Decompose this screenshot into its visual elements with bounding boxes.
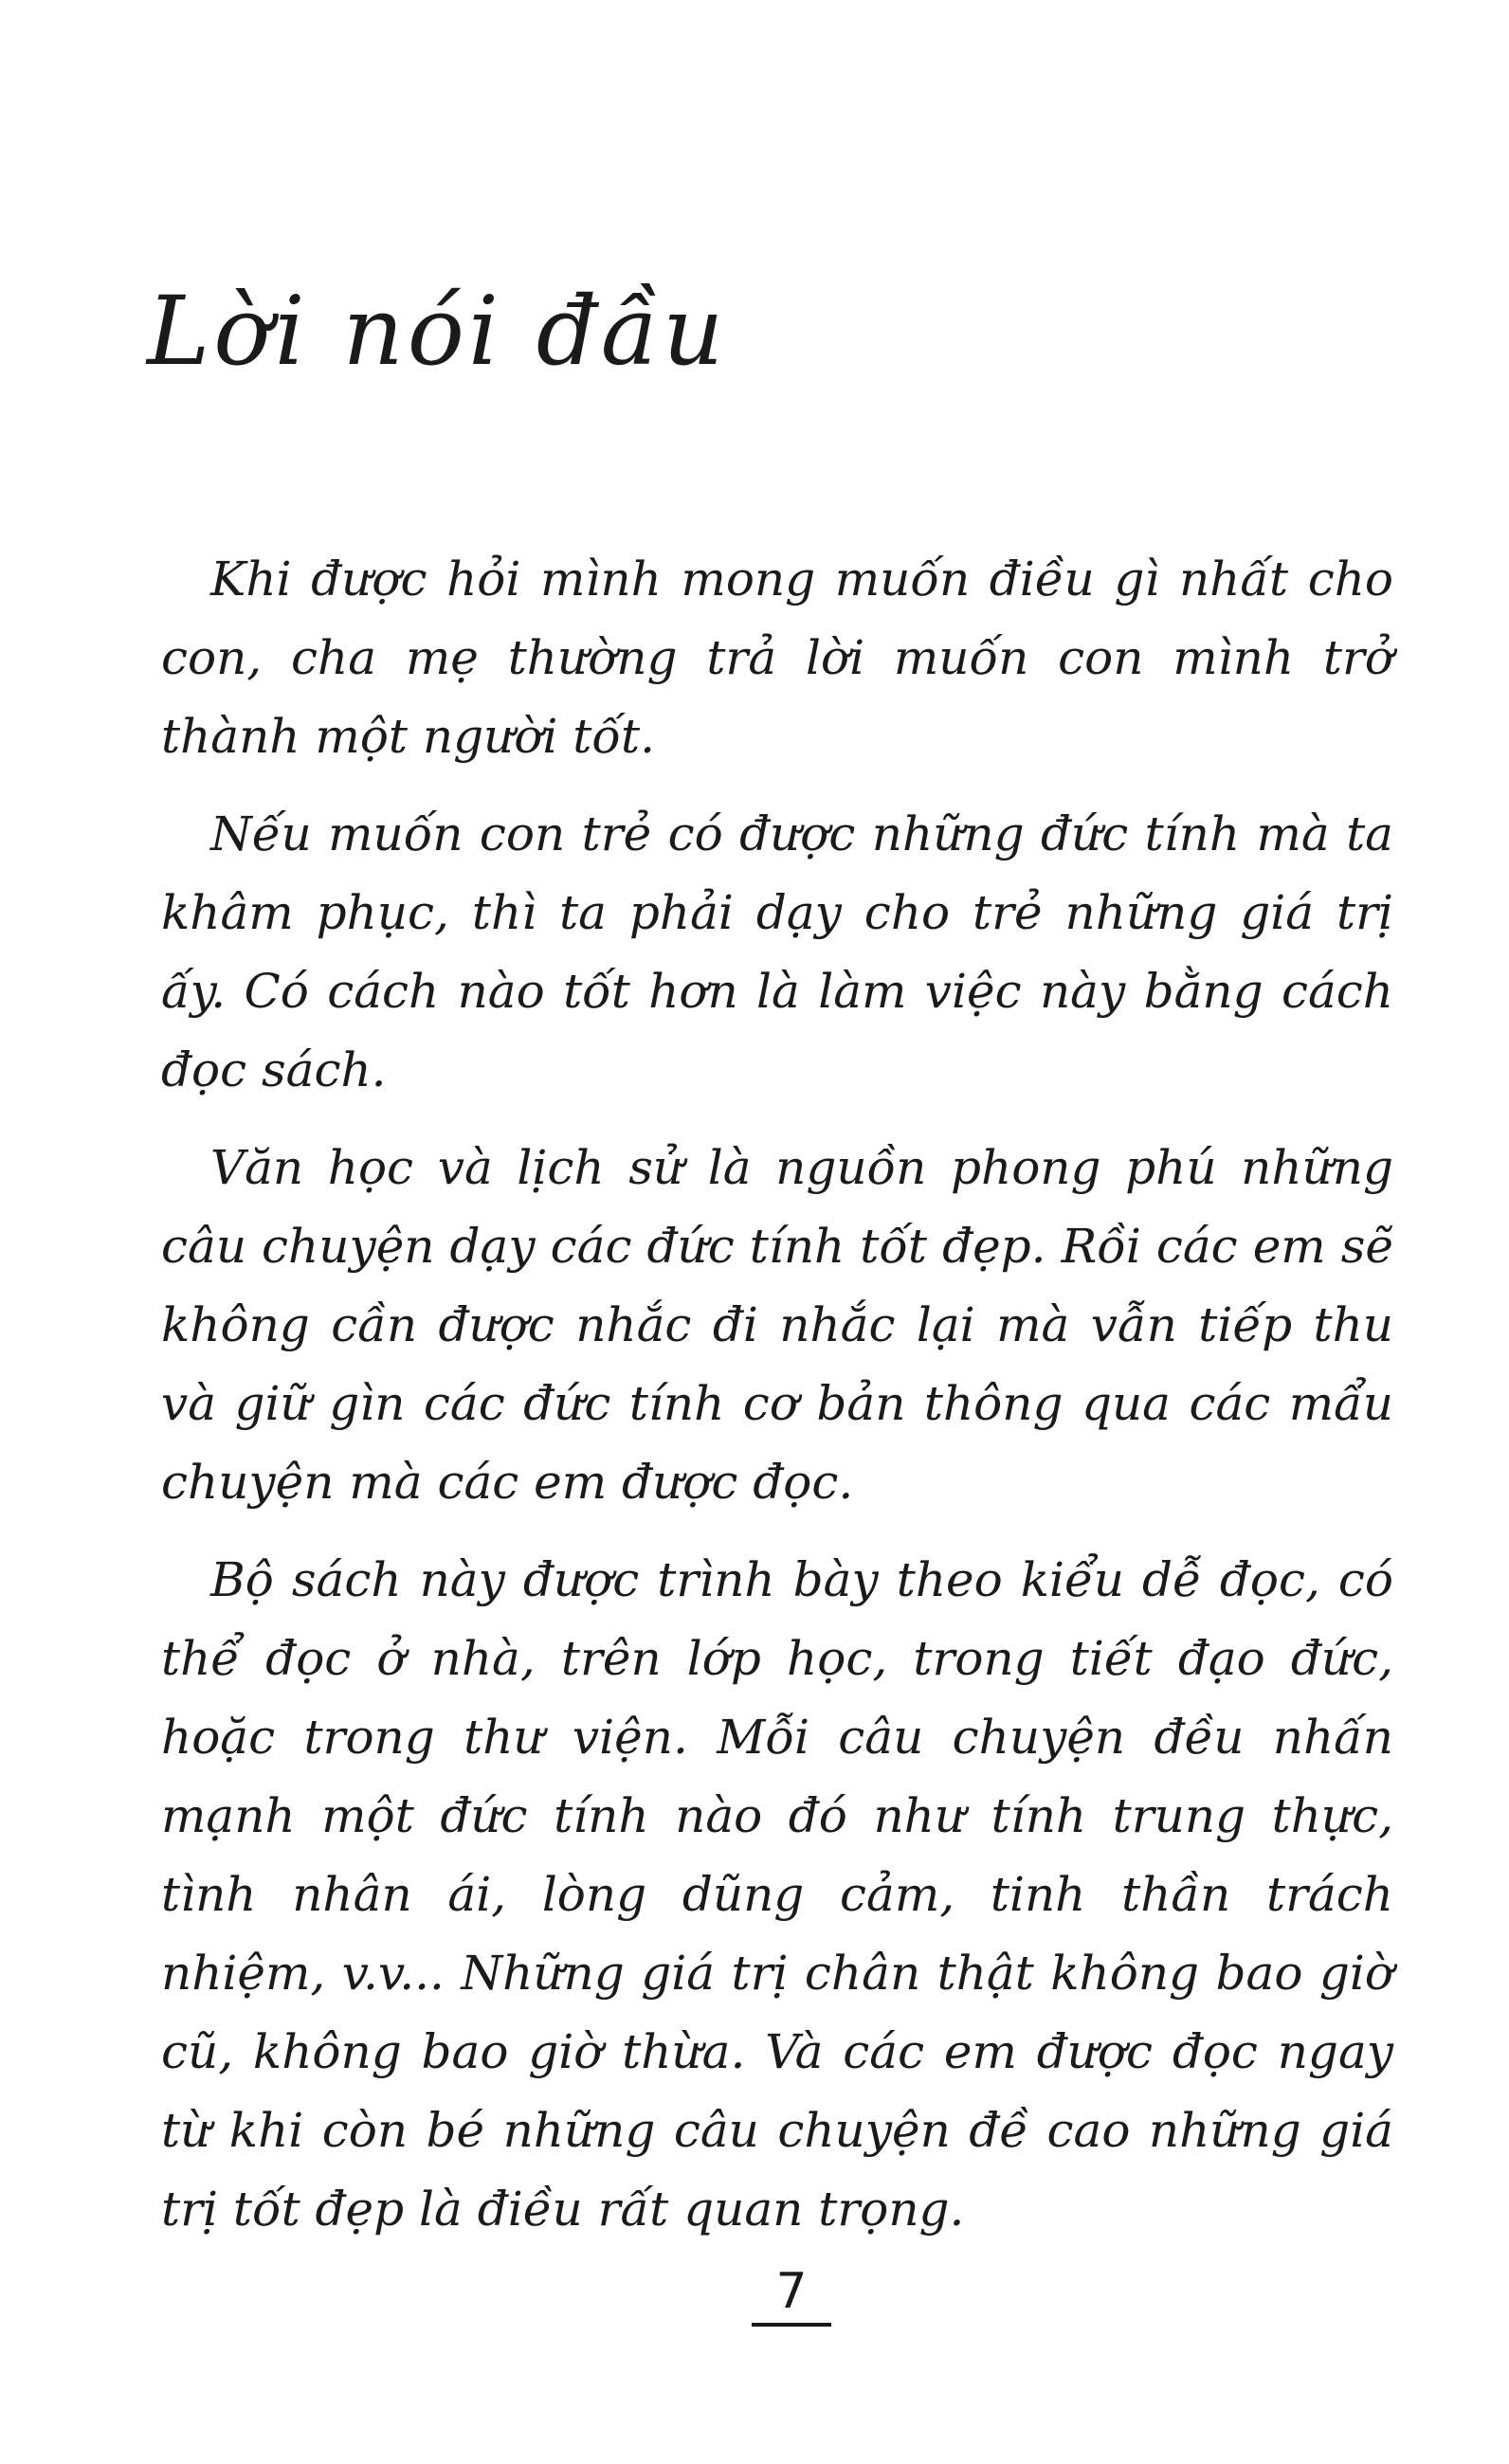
paragraph-3: Văn học và lịch sử là nguồn phong phú những câu chuyện dạy các đức tính tốt đẹp. Rồi các em sẽ không cần được nhắc đi nhắc lại mà vẫn tiếp thu và giữ gìn các đức tính cơ bản thông qua các mẩu chuyện mà các em được đọc.: [161, 1140, 1393, 1510]
page-footer: [749, 2265, 834, 2327]
page-number: 7: [775, 2263, 808, 2320]
page-title: Lời nói đầu: [147, 276, 728, 387]
paragraph-2: Nếu muốn con trẻ có được những đức tính mà ta khâm phục, thì ta phải dạy cho trẻ những giá trị ấy. Có cách nào tốt hơn là làm việc này bằng cách đọc sách.: [161, 806, 1393, 1097]
preface-body: [161, 540, 1393, 2268]
paragraph-4: Bộ sách này được trình bày theo kiểu dễ đọc, có thể đọc ở nhà, trên lớp học, trong tiết đạo đức, hoặc trong thư viện. Mỗi câu chuyện đều nhấn mạnh một đức tính nào đó như tính trung thực, tình nhân ái, lòng dũng cảm, tinh thần trách nhiệm, v.v... Những giá trị chân thật không bao giờ cũ, không bao giờ thừa. Và các em được đọc ngay từ khi còn bé những câu chuyện đề cao những giá trị tốt đẹp là điều rất quan trọng.: [161, 1552, 1393, 2237]
page-number-underline: [752, 2323, 831, 2327]
paragraph-1: Khi được hỏi mình mong muốn điều gì nhất cho con, cha mẹ thường trả lời muốn con mình trở thành một người tốt.: [161, 552, 1393, 764]
